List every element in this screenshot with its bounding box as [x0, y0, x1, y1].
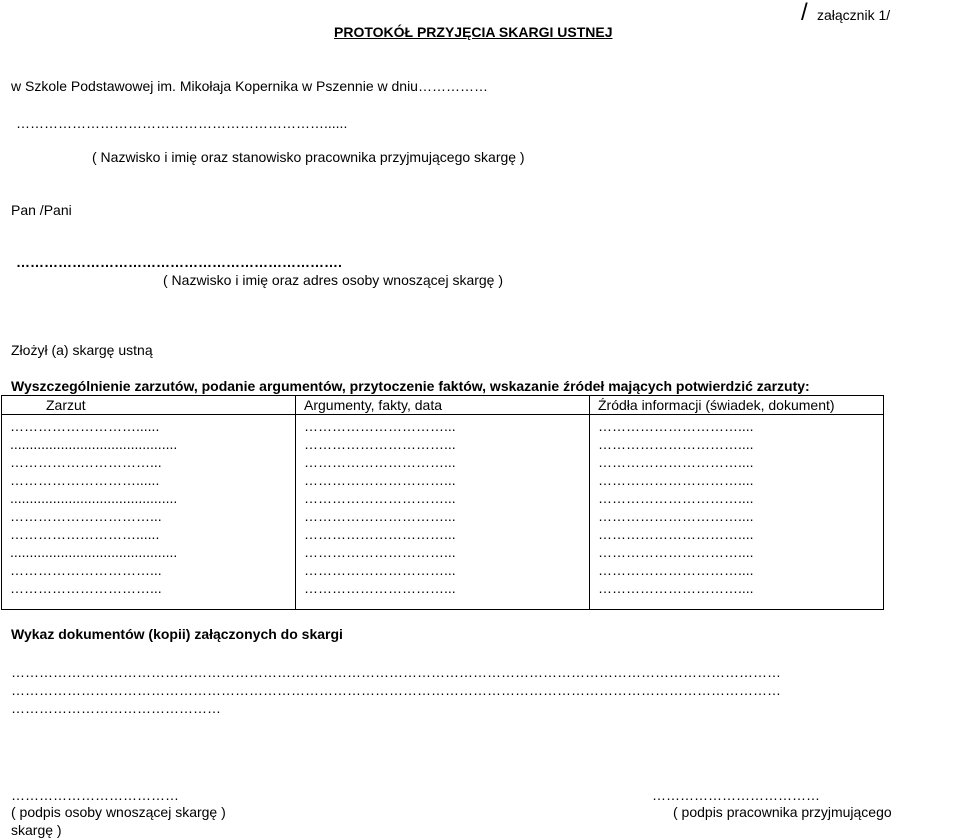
header-charge: Zarzut	[2, 396, 296, 415]
details-heading: Wyszczególnienie zarzutów, podanie argumentów, przytoczenie faktów, wskazanie źródeł mających potwierdzić zarzuty:	[11, 378, 810, 394]
documents-line[interactable]: …………………………………………………………………………………………………………………………………………………	[11, 682, 781, 698]
sources-line: …………………………....	[598, 454, 754, 470]
employee-dots: …………………………………………………………......	[16, 115, 348, 131]
header-arguments: Argumenty, fakty, data	[296, 396, 590, 415]
documents-line[interactable]: …………………………………………………………………………………………………………………………………………………	[11, 664, 781, 680]
sources-line: …………………………....	[598, 562, 754, 578]
charge-cell[interactable]	[2, 415, 296, 610]
complainant-dots: …………………………………………………………….	[16, 254, 342, 270]
documents-line[interactable]: ………………………………………	[11, 700, 221, 716]
sources-line: …………………………....	[598, 472, 754, 488]
arguments-line: …………………………...	[304, 562, 456, 578]
school-date-line: w Szkole Podstawowej im. Mikołaja Kopernika w Pszennie w dniu……………	[11, 78, 488, 94]
charge-line: …………………………...	[10, 508, 162, 524]
sources-line: …………………………....	[598, 418, 754, 434]
arguments-line: …………………………...	[304, 544, 456, 560]
complainant-caption: ( Nazwisko i imię oraz adres osoby wnoszącej skargę )	[163, 272, 504, 288]
attachment-slash: /	[801, 0, 808, 26]
sources-cell[interactable]	[590, 415, 884, 610]
charge-line: …………………………...	[10, 454, 162, 470]
employee-signature-caption: ( podpis pracownika przyjmującego	[673, 804, 892, 820]
complainant-signature-caption-cont: skargę )	[11, 822, 62, 838]
arguments-line: …………………………...	[304, 436, 456, 452]
sources-line: …………………………....	[598, 436, 754, 452]
sources-line: …………………………....	[598, 544, 754, 560]
arguments-line: …………………………...	[304, 508, 456, 524]
arguments-cell[interactable]	[296, 415, 590, 610]
charge-line: ………………………......	[10, 526, 160, 542]
complainant-label: Pan /Pani	[11, 202, 72, 218]
sources-line: …………………………....	[598, 490, 754, 506]
charge-line: ...........................................	[10, 490, 178, 506]
arguments-line: …………………………...	[304, 580, 456, 596]
charge-line: ………………………......	[10, 472, 160, 488]
arguments-line: …………………………...	[304, 526, 456, 542]
documents-heading: Wykaz dokumentów (kopii) załączonych do skargi	[11, 626, 343, 642]
document-title: PROTOKÓŁ PRZYJĘCIA SKARGI USTNEJ	[334, 24, 613, 40]
complainant-signature-dots: ………………………………	[11, 787, 179, 803]
arguments-line: …………………………...	[304, 490, 456, 506]
complaint-table	[1, 395, 884, 610]
table-header-row	[2, 396, 884, 415]
complainant-signature-caption: ( podpis osoby wnoszącej skargę )	[11, 804, 226, 820]
charge-line: ………………………......	[10, 418, 160, 434]
table-row	[2, 415, 884, 610]
charge-line: …………………………...	[10, 562, 162, 578]
sources-line: …………………………....	[598, 526, 754, 542]
arguments-line: …………………………...	[304, 418, 456, 434]
employee-signature-dots: ………………………………	[652, 787, 820, 803]
charge-line: ...........................................	[10, 436, 178, 452]
attachment-label: załącznik 1/	[817, 7, 891, 23]
charge-line: ...........................................	[10, 544, 178, 560]
charge-line: …………………………...	[10, 580, 162, 596]
arguments-line: …………………………...	[304, 454, 456, 470]
header-sources: Źródła informacji (świadek, dokument)	[590, 396, 884, 415]
arguments-line: …………………………...	[304, 472, 456, 488]
complaint-statement: Złożył (a) skargę ustną	[11, 342, 153, 358]
employee-caption: ( Nazwisko i imię oraz stanowisko pracownika przyjmującego skargę )	[92, 149, 525, 165]
sources-line: …………………………....	[598, 580, 754, 596]
sources-line: …………………………....	[598, 508, 754, 524]
